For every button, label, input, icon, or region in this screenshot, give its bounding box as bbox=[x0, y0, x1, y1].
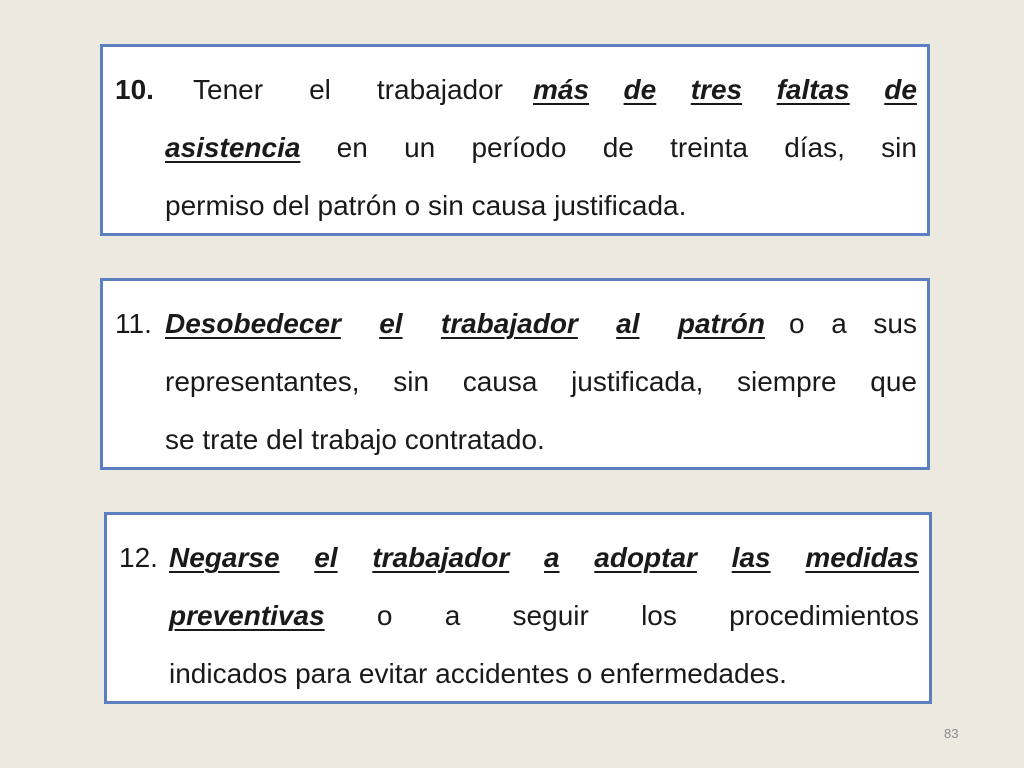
emphasized-word: Negarse bbox=[169, 542, 280, 573]
word: o bbox=[789, 308, 805, 339]
rule-11-line-2 bbox=[115, 353, 917, 411]
rule-box-12 bbox=[104, 512, 932, 704]
rule-12-line-3: indicados para evitar accidentes o enfermedades. bbox=[169, 658, 787, 689]
rule-box-11 bbox=[100, 278, 930, 470]
plain-phrase bbox=[193, 61, 503, 119]
slide-page-number: 83 bbox=[944, 726, 959, 741]
rule-12-line-1-words bbox=[169, 529, 919, 587]
word: treinta bbox=[670, 132, 748, 163]
word: días, bbox=[784, 132, 845, 163]
rule-item-11 bbox=[115, 295, 917, 469]
rule-11-line-1 bbox=[115, 295, 917, 353]
emphasized-word: a bbox=[543, 542, 560, 573]
emphasized-word: preventivas bbox=[169, 600, 325, 631]
rule-10-line-1-words bbox=[165, 61, 917, 119]
emphasized-word: Desobedecer bbox=[165, 308, 341, 339]
emphasized-word: medidas bbox=[805, 542, 919, 573]
emphasized-word: al bbox=[616, 308, 640, 339]
emphasized-word: más bbox=[533, 74, 590, 105]
rule-11-line-3: se trate del trabajo contratado. bbox=[165, 424, 545, 455]
item-number: 11. bbox=[115, 308, 152, 339]
word: a bbox=[831, 308, 847, 339]
word: de bbox=[602, 132, 634, 163]
emphasized-word: patrón bbox=[677, 308, 765, 339]
rule-11-line-1-words bbox=[165, 295, 917, 353]
word: seguir bbox=[512, 600, 589, 631]
emphasized-word: las bbox=[731, 542, 771, 573]
emphasized-word: de bbox=[623, 74, 657, 105]
emphasized-word: adoptar bbox=[594, 542, 697, 573]
word: el bbox=[309, 74, 331, 105]
word: a bbox=[444, 600, 461, 631]
rule-10-line-1 bbox=[115, 61, 917, 119]
rule-10-line-3: permiso del patrón o sin causa justificada. bbox=[165, 190, 687, 221]
emphasized-word: asistencia bbox=[165, 132, 301, 163]
word: sin bbox=[393, 366, 430, 397]
word: sus bbox=[873, 308, 917, 339]
word: representantes, bbox=[165, 366, 360, 397]
emphasized-word: el bbox=[379, 308, 403, 339]
word: justificada, bbox=[571, 366, 704, 397]
word: siempre bbox=[737, 366, 837, 397]
rule-item-12 bbox=[119, 529, 919, 703]
word: o bbox=[376, 600, 393, 631]
item-number: 12. bbox=[119, 542, 158, 573]
rule-item-10 bbox=[115, 61, 917, 235]
word: un bbox=[404, 132, 436, 163]
emphasized-phrase bbox=[165, 295, 765, 353]
word: en bbox=[336, 132, 368, 163]
word: período bbox=[471, 132, 567, 163]
emphasized-word: de bbox=[884, 74, 917, 105]
emphasized-word: tres bbox=[690, 74, 743, 105]
emphasized-phrase bbox=[169, 529, 919, 587]
word: que bbox=[870, 366, 917, 397]
word: Tener bbox=[193, 74, 264, 105]
emphasized-word: trabajador bbox=[440, 308, 578, 339]
word: procedimientos bbox=[729, 600, 919, 631]
emphasized-word: trabajador bbox=[372, 542, 510, 573]
emphasized-word: faltas bbox=[776, 74, 850, 105]
item-number: 10. bbox=[115, 74, 154, 105]
rule-10-line-2 bbox=[115, 119, 917, 177]
emphasized-word: el bbox=[314, 542, 338, 573]
rule-box-10 bbox=[100, 44, 930, 236]
word: causa bbox=[462, 366, 538, 397]
word: trabajador bbox=[376, 74, 503, 105]
plain-phrase bbox=[789, 295, 917, 353]
rule-12-line-1 bbox=[119, 529, 919, 587]
emphasized-phrase-wrap bbox=[165, 295, 765, 353]
emphasized-phrase bbox=[533, 61, 917, 119]
rule-12-line-2 bbox=[119, 587, 919, 645]
word: sin bbox=[881, 132, 917, 163]
word: los bbox=[641, 600, 677, 631]
